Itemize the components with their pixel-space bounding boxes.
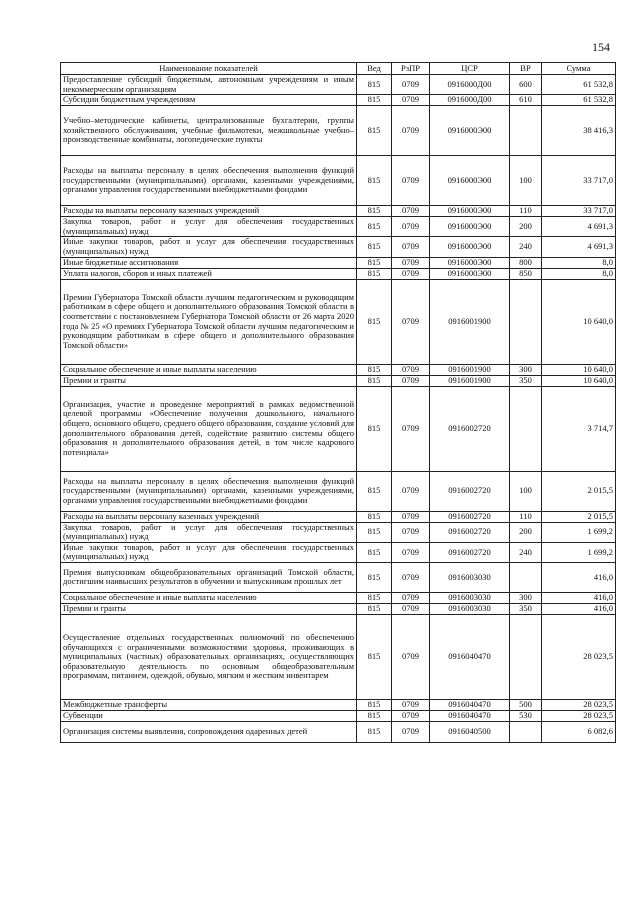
row-ved: 815 (357, 542, 392, 562)
row-vr: 350 (510, 375, 542, 386)
header-name: Наименование показателей (61, 63, 357, 75)
row-csr: 0916001900 (430, 279, 510, 364)
row-ved: 815 (357, 375, 392, 386)
row-ved: 815 (357, 95, 392, 106)
row-csr: 0916000Д00 (430, 75, 510, 95)
row-csr: 0916003030 (430, 603, 510, 614)
row-name: Межбюджетные трансферты (61, 699, 357, 710)
row-sum: 2 015,5 (542, 471, 616, 511)
budget-table (60, 62, 616, 743)
table-row (61, 603, 616, 614)
row-sum: 38 416,3 (542, 106, 616, 156)
row-name: Осуществление отдельных государственных полномочий по обеспечению обучающихся с ограниченными возможностями здоровья, проживающих в муниципальных (частных) образовательных организациях, осуществляющих образовательную деятельность по основным общеобразовательным программам, питанием, одеждой, обувью, мягким и жестким инвентарем (61, 614, 357, 699)
row-csr: 0916002720 (430, 522, 510, 542)
row-rzpr: 0709 (392, 562, 430, 592)
row-csr: 0916000Д00 (430, 95, 510, 106)
row-rzpr: 0709 (392, 522, 430, 542)
row-name: Расходы на выплаты персоналу казенных учреждений (61, 206, 357, 217)
row-name: Расходы на выплаты персоналу в целях обеспечения выполнения функций государственными (муниципальными) органами, казенными учреждениями, органами управления государственными внебюджетными фондами (61, 471, 357, 511)
row-ved: 815 (357, 471, 392, 511)
table-row (61, 364, 616, 375)
row-rzpr: 0709 (392, 386, 430, 471)
row-ved: 815 (357, 699, 392, 710)
row-ved: 815 (357, 603, 392, 614)
table-row (61, 699, 616, 710)
row-rzpr: 0709 (392, 156, 430, 206)
table-row (61, 156, 616, 206)
row-sum: 28 023,5 (542, 710, 616, 721)
row-rzpr: 0709 (392, 257, 430, 268)
row-sum: 10 640,0 (542, 279, 616, 364)
row-rzpr: 0709 (392, 471, 430, 511)
row-rzpr: 0709 (392, 710, 430, 721)
row-csr: 0916000Э00 (430, 257, 510, 268)
header-sum: Сумма (542, 63, 616, 75)
row-vr: 100 (510, 471, 542, 511)
row-sum: 6 082,6 (542, 721, 616, 742)
row-name: Иные закупки товаров, работ и услуг для обеспечения государственных (муниципальных) нужд (61, 542, 357, 562)
row-vr: 110 (510, 206, 542, 217)
row-sum: 416,0 (542, 603, 616, 614)
row-ved: 815 (357, 257, 392, 268)
row-csr: 0916003030 (430, 592, 510, 603)
row-sum: 1 699,2 (542, 522, 616, 542)
table-row (61, 217, 616, 237)
row-sum: 416,0 (542, 592, 616, 603)
row-sum: 10 640,0 (542, 364, 616, 375)
row-vr: 350 (510, 603, 542, 614)
row-rzpr: 0709 (392, 614, 430, 699)
row-rzpr: 0709 (392, 542, 430, 562)
row-rzpr: 0709 (392, 511, 430, 522)
row-ved: 815 (357, 268, 392, 279)
table-row (61, 206, 616, 217)
row-csr: 0916001900 (430, 364, 510, 375)
row-csr: 0916000Э00 (430, 237, 510, 257)
row-vr: 110 (510, 511, 542, 522)
row-sum: 416,0 (542, 562, 616, 592)
row-name: Предоставление субсидий бюджетным, автономным учреждениям и иным некоммерческим организациям (61, 75, 357, 95)
row-csr: 0916000Э00 (430, 268, 510, 279)
row-csr: 0916000Э00 (430, 106, 510, 156)
row-sum: 28 023,5 (542, 699, 616, 710)
table-row (61, 542, 616, 562)
row-ved: 815 (357, 721, 392, 742)
table-row (61, 614, 616, 699)
row-ved: 815 (357, 614, 392, 699)
table-row (61, 95, 616, 106)
row-csr: 0916000Э00 (430, 206, 510, 217)
row-name: Учебно–методические кабинеты, централизованные бухгалтерии, группы хозяйственного обслуживания, учебные фильмотеки, межшкольные учебно–производственные комбинаты, логопедические пункты (61, 106, 357, 156)
row-ved: 815 (357, 710, 392, 721)
row-rzpr: 0709 (392, 106, 430, 156)
row-ved: 815 (357, 106, 392, 156)
row-sum: 2 015,5 (542, 511, 616, 522)
row-name: Закупка товаров, работ и услуг для обеспечения государственных (муниципальных) нужд (61, 522, 357, 542)
row-rzpr: 0709 (392, 95, 430, 106)
row-csr: 0916002720 (430, 471, 510, 511)
row-vr (510, 279, 542, 364)
row-name: Расходы на выплаты персоналу казенных учреждений (61, 511, 357, 522)
row-vr: 300 (510, 592, 542, 603)
row-ved: 815 (357, 511, 392, 522)
row-sum: 33 717,0 (542, 206, 616, 217)
header-ved: Вед (357, 63, 392, 75)
row-name: Социальное обеспечение и иные выплаты населению (61, 364, 357, 375)
header-csr: ЦСР (430, 63, 510, 75)
row-rzpr: 0709 (392, 721, 430, 742)
row-vr (510, 614, 542, 699)
row-vr: 200 (510, 522, 542, 542)
table-row (61, 562, 616, 592)
row-name: Социальное обеспечение и иные выплаты населению (61, 592, 357, 603)
row-rzpr: 0709 (392, 592, 430, 603)
row-ved: 815 (357, 206, 392, 217)
row-ved: 815 (357, 522, 392, 542)
row-vr (510, 386, 542, 471)
row-rzpr: 0709 (392, 237, 430, 257)
row-vr (510, 721, 542, 742)
row-sum: 8,0 (542, 268, 616, 279)
row-rzpr: 0709 (392, 268, 430, 279)
row-name: Организация системы выявления, сопровождения одаренных детей (61, 721, 357, 742)
row-rzpr: 0709 (392, 699, 430, 710)
row-vr: 200 (510, 217, 542, 237)
row-rzpr: 0709 (392, 75, 430, 95)
table-row (61, 106, 616, 156)
table-row (61, 75, 616, 95)
row-vr (510, 106, 542, 156)
row-sum: 1 699,2 (542, 542, 616, 562)
row-name: Иные бюджетные ассигнования (61, 257, 357, 268)
row-vr: 800 (510, 257, 542, 268)
table-row (61, 268, 616, 279)
row-csr: 0916040470 (430, 710, 510, 721)
row-name: Премии и гранты (61, 375, 357, 386)
table-row (61, 710, 616, 721)
row-vr: 240 (510, 237, 542, 257)
row-vr (510, 562, 542, 592)
page-number: 154 (592, 40, 610, 54)
row-name: Расходы на выплаты персоналу в целях обеспечения выполнения функций государственными (муниципальными) органами, казенными учреждениями, органами управления государственными внебюджетными фондами (61, 156, 357, 206)
table-row (61, 522, 616, 542)
row-vr: 610 (510, 95, 542, 106)
row-name: Субвенции (61, 710, 357, 721)
row-ved: 815 (357, 156, 392, 206)
table-row (61, 471, 616, 511)
row-csr: 0916002720 (430, 511, 510, 522)
row-csr: 0916000Э00 (430, 217, 510, 237)
header-rzpr: РзПР (392, 63, 430, 75)
row-sum: 4 691,3 (542, 237, 616, 257)
row-name: Премия выпускникам общеобразовательных организаций Томской области, достигшим наивысших результатов в обучении и выпускникам прошлых лет (61, 562, 357, 592)
table-row (61, 237, 616, 257)
table-row (61, 257, 616, 268)
row-csr: 0916040500 (430, 721, 510, 742)
row-vr: 240 (510, 542, 542, 562)
row-vr: 500 (510, 699, 542, 710)
table-row (61, 386, 616, 471)
row-name: Премии Губернатора Томской области лучшим педагогическим и руководящим работникам в сфере общего и дополнительного образования Томской области в соответствии с постановлением Губернатора Томской области от 26 марта 2020 года № 25 «О премиях Губернатора Томской области лучшим педагогическим и руководящим работникам в сфере общего и дополнительного образования Томской области» (61, 279, 357, 364)
row-sum: 8,0 (542, 257, 616, 268)
row-rzpr: 0709 (392, 279, 430, 364)
row-sum: 28 023,5 (542, 614, 616, 699)
table-row (61, 721, 616, 742)
row-rzpr: 0709 (392, 364, 430, 375)
table-row (61, 592, 616, 603)
row-vr: 530 (510, 710, 542, 721)
table-header-row (61, 63, 616, 75)
row-sum: 61 532,8 (542, 95, 616, 106)
row-ved: 815 (357, 386, 392, 471)
row-csr: 0916003030 (430, 562, 510, 592)
row-name: Организация, участие и проведение мероприятий в рамках ведомственной целевой программы «Обеспечение получения дошкольного, начального общего, основного общего, среднего общего образования, создание условий для дополнительного образования детей, содействие развитию системы общего образования и дополнительного образования детей, в том числе кадрового потенциала» (61, 386, 357, 471)
row-name: Субсидии бюджетным учреждениям (61, 95, 357, 106)
row-ved: 815 (357, 364, 392, 375)
row-name: Иные закупки товаров, работ и услуг для обеспечения государственных (муниципальных) нужд (61, 237, 357, 257)
row-name: Уплата налогов, сборов и иных платежей (61, 268, 357, 279)
row-csr: 0916002720 (430, 542, 510, 562)
table-row (61, 511, 616, 522)
row-sum: 4 691,3 (542, 217, 616, 237)
row-rzpr: 0709 (392, 206, 430, 217)
table-row (61, 279, 616, 364)
row-rzpr: 0709 (392, 217, 430, 237)
row-rzpr: 0709 (392, 375, 430, 386)
row-sum: 3 714,7 (542, 386, 616, 471)
row-csr: 0916040470 (430, 614, 510, 699)
row-sum: 10 640,0 (542, 375, 616, 386)
row-csr: 0916040470 (430, 699, 510, 710)
row-ved: 815 (357, 279, 392, 364)
row-csr: 0916002720 (430, 386, 510, 471)
row-sum: 33 717,0 (542, 156, 616, 206)
row-name: Премии и гранты (61, 603, 357, 614)
row-vr: 600 (510, 75, 542, 95)
row-csr: 0916000Э00 (430, 156, 510, 206)
table-row (61, 375, 616, 386)
row-ved: 815 (357, 562, 392, 592)
row-csr: 0916001900 (430, 375, 510, 386)
row-vr: 300 (510, 364, 542, 375)
row-vr: 850 (510, 268, 542, 279)
row-ved: 815 (357, 592, 392, 603)
row-vr: 100 (510, 156, 542, 206)
header-vr: ВР (510, 63, 542, 75)
row-rzpr: 0709 (392, 603, 430, 614)
row-sum: 61 532,8 (542, 75, 616, 95)
row-name: Закупка товаров, работ и услуг для обеспечения государственных (муниципальных) нужд (61, 217, 357, 237)
row-ved: 815 (357, 217, 392, 237)
row-ved: 815 (357, 237, 392, 257)
row-ved: 815 (357, 75, 392, 95)
